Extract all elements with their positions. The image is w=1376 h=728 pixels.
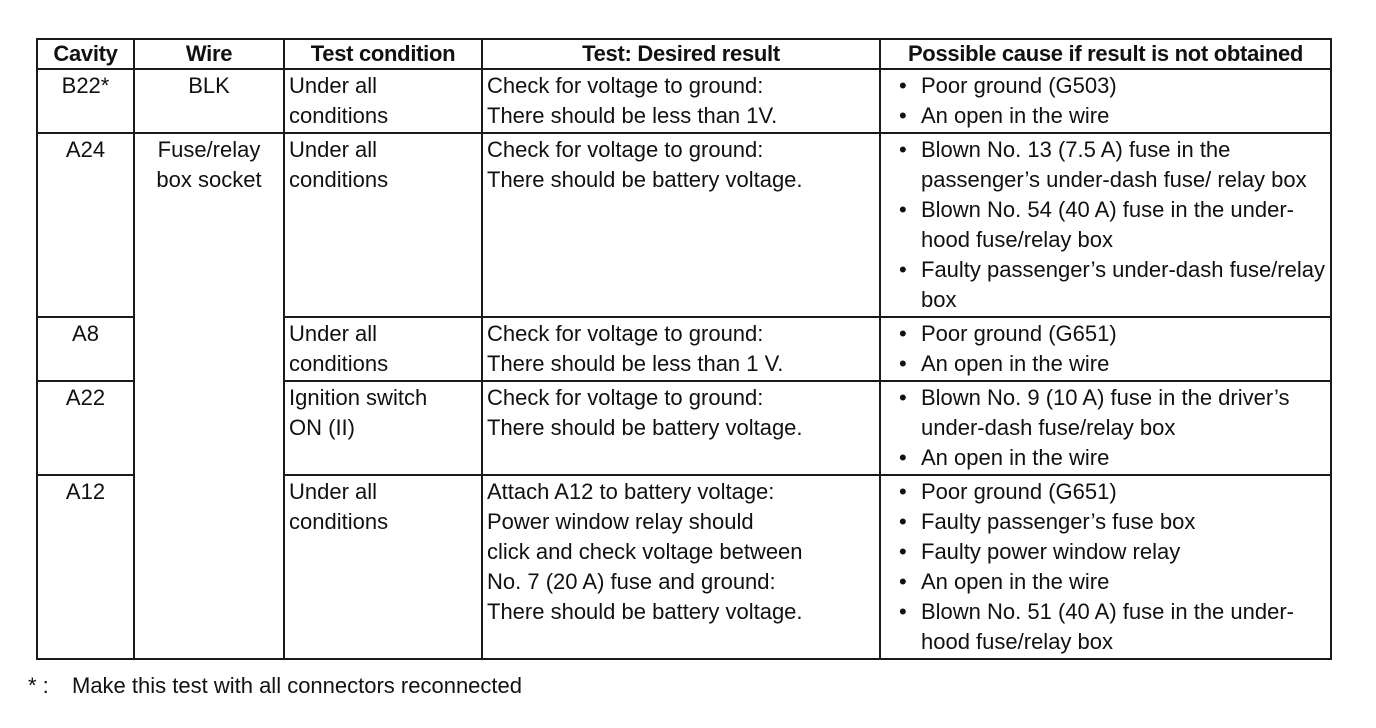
- wire-cell: [134, 133, 284, 659]
- result-line: Check for voltage to ground:: [487, 137, 764, 162]
- result-cell: [482, 69, 880, 133]
- result-line: Check for voltage to ground:: [487, 73, 764, 98]
- footnote: [28, 672, 522, 700]
- result-line: click and check voltage between: [487, 539, 803, 564]
- cause-list: [885, 71, 1326, 131]
- condition-line: Under all: [289, 479, 378, 504]
- condition-cell: [284, 69, 482, 133]
- troubleshooting-table-container: [36, 38, 1330, 660]
- cause-cell: [880, 475, 1331, 659]
- cause-item: • Faulty passenger’s fuse box: [897, 507, 1326, 537]
- cause-item: • Blown No. 54 (40 A) fuse in the under-hood fuse/relay box: [897, 195, 1326, 255]
- cause-cell: [880, 317, 1331, 381]
- cause-cell: [880, 381, 1331, 475]
- header-possible-cause: Possible cause if result is not obtained: [880, 39, 1331, 69]
- cause-item: • Blown No. 9 (10 A) fuse in the driver’s under-dash fuse/relay box: [897, 383, 1326, 443]
- condition-line: ON (II): [289, 415, 355, 440]
- condition-line: conditions: [289, 103, 389, 128]
- cause-item: • Faulty power window relay: [897, 537, 1326, 567]
- cause-item: • An open in the wire: [897, 443, 1326, 473]
- header-test-condition: Test condition: [284, 39, 482, 69]
- cavity-cell: B22*: [37, 69, 134, 133]
- condition-cell: [284, 475, 482, 659]
- result-cell: [482, 475, 880, 659]
- condition-cell: [284, 317, 482, 381]
- result-cell: [482, 381, 880, 475]
- cause-item: • An open in the wire: [897, 349, 1326, 379]
- table-row: [37, 69, 1331, 133]
- condition-line: Under all: [289, 137, 378, 162]
- condition-line: Under all: [289, 321, 378, 346]
- result-line: There should be battery voltage.: [487, 599, 803, 624]
- wire-line: box socket: [156, 167, 262, 192]
- result-line: There should be battery voltage.: [487, 415, 803, 440]
- cavity-cell: A8: [37, 317, 134, 381]
- result-cell: [482, 133, 880, 317]
- cavity-cell: A22: [37, 381, 134, 475]
- header-desired-result: Test: Desired result: [482, 39, 880, 69]
- cause-cell: [880, 133, 1331, 317]
- table-row: [37, 133, 1331, 317]
- cause-item: • Poor ground (G651): [897, 319, 1326, 349]
- footnote-text: Make this test with all connectors reconnected: [72, 673, 523, 698]
- cause-item: • Poor ground (G651): [897, 477, 1326, 507]
- cause-item: • Poor ground (G503): [897, 71, 1326, 101]
- result-line: There should be less than 1V.: [487, 103, 778, 128]
- result-line: There should be battery voltage.: [487, 167, 803, 192]
- result-cell: [482, 317, 880, 381]
- result-line: No. 7 (20 A) fuse and ground:: [487, 569, 776, 594]
- cause-list: [885, 383, 1326, 473]
- cause-item: • Faulty passenger’s under-dash fuse/relay box: [897, 255, 1326, 315]
- cause-item: • An open in the wire: [897, 101, 1326, 131]
- wire-cell: BLK: [134, 69, 284, 133]
- condition-line: Under all: [289, 73, 378, 98]
- troubleshooting-table: [36, 38, 1332, 660]
- cavity-cell: A24: [37, 133, 134, 317]
- condition-cell: [284, 133, 482, 317]
- result-line: Check for voltage to ground:: [487, 385, 764, 410]
- cavity-cell: A12: [37, 475, 134, 659]
- header-wire: Wire: [134, 39, 284, 69]
- wire-line: Fuse/relay: [157, 137, 261, 162]
- result-line: Power window relay should: [487, 509, 754, 534]
- condition-line: conditions: [289, 167, 389, 192]
- cause-item: • Blown No. 51 (40 A) fuse in the under-hood fuse/relay box: [897, 597, 1326, 657]
- footnote-mark: * :: [28, 673, 49, 698]
- result-line: Attach A12 to battery voltage:: [487, 479, 775, 504]
- condition-line: Ignition switch: [289, 385, 428, 410]
- result-line: There should be less than 1 V.: [487, 351, 784, 376]
- cause-list: [885, 135, 1326, 315]
- condition-line: conditions: [289, 351, 389, 376]
- condition-line: conditions: [289, 509, 389, 534]
- header-row: [37, 39, 1331, 69]
- header-cavity: Cavity: [37, 39, 134, 69]
- cause-list: [885, 319, 1326, 379]
- result-line: Check for voltage to ground:: [487, 321, 764, 346]
- cause-cell: [880, 69, 1331, 133]
- cause-item: • Blown No. 13 (7.5 A) fuse in the passenger’s under-dash fuse/ relay box: [897, 135, 1326, 195]
- condition-cell: [284, 381, 482, 475]
- cause-item: • An open in the wire: [897, 567, 1326, 597]
- cause-list: [885, 477, 1326, 657]
